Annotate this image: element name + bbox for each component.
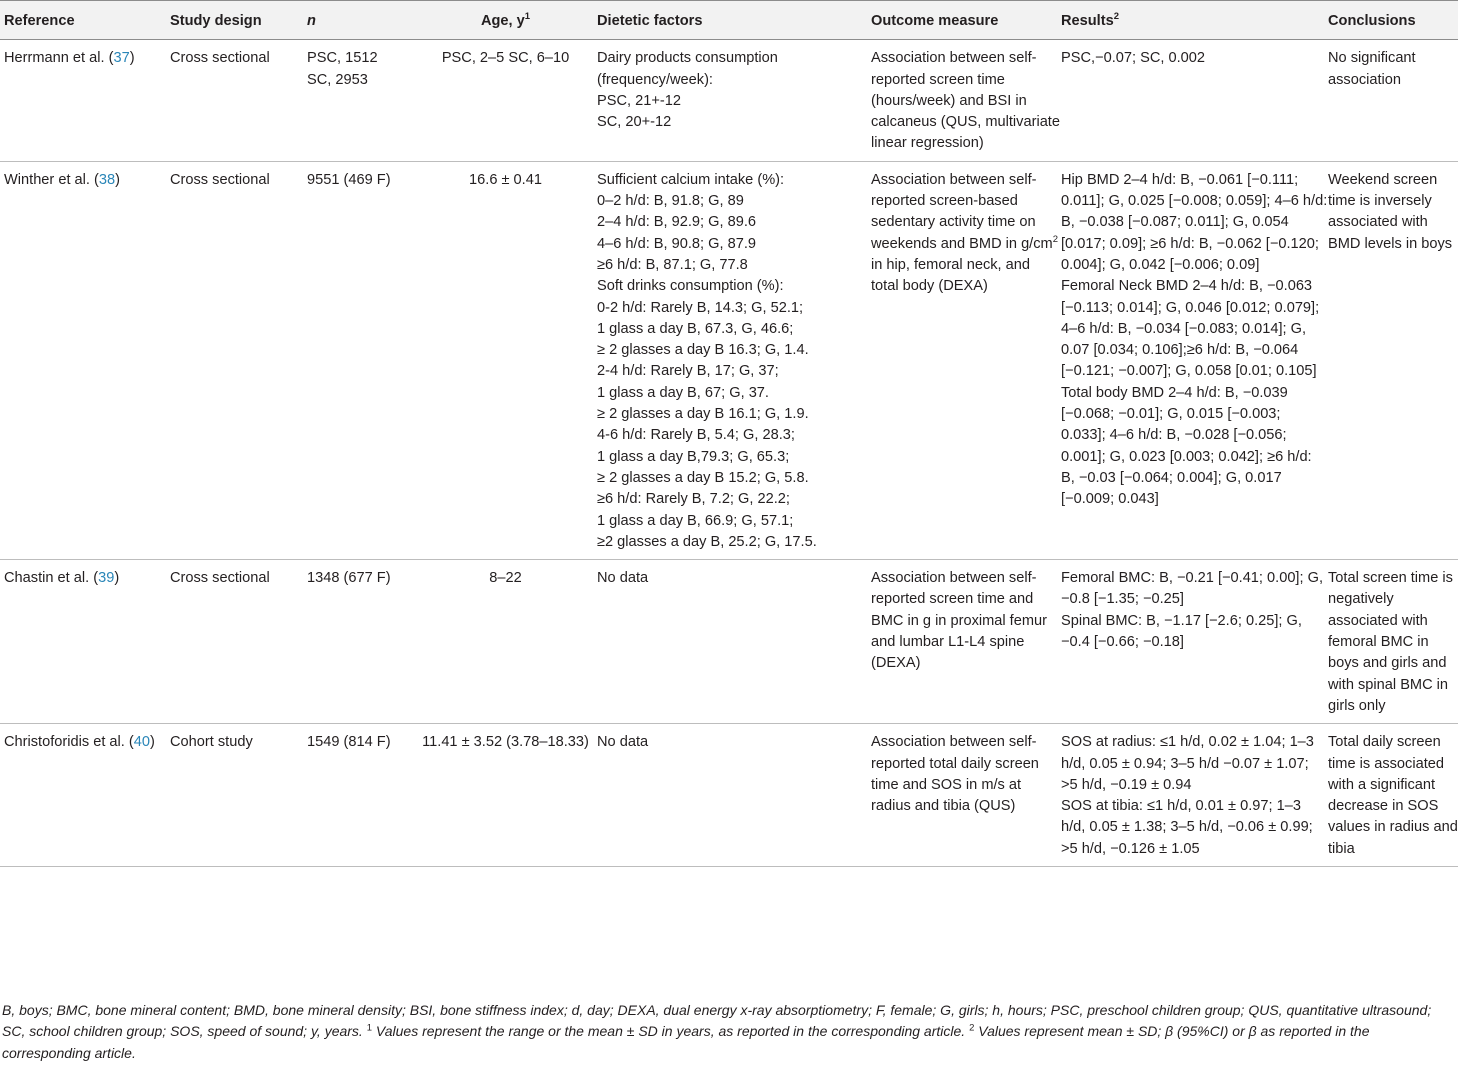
ref-text: Herrmann et al. ( — [4, 50, 114, 67]
footnote-note-2: Values represent mean ± SD; β (95%CI) or β as reported in the corresponding article. — [2, 1023, 1370, 1061]
cell-outcome: Association between self- reported total daily screen time and SOS in m/s at radius and tibia (QUS) — [871, 734, 1039, 815]
table-row — [0, 560, 1458, 724]
cell-age: PSC, 2–5 SC, 6–10 — [441, 50, 570, 67]
footnote-sup-1: 1 — [366, 1022, 373, 1034]
ref-text: Chastin et al. ( — [4, 570, 99, 587]
cell-age: 8–22 — [489, 570, 522, 587]
footnote-abbreviations: B, boys; BMC, bone mineral content; BMD, bone mineral density; BSI, bone stiffness index; d, day; DEXA, dual energy x-ray absorptiometry; F, female; G, girls; h, hours; PSC, preschool children group; QUS, quantitative ultrasound; SC, school children group; SOS, speed of sound; y, years. — [2, 1002, 1432, 1040]
cell-n: 1348 (677 F) — [307, 570, 391, 587]
header-row — [0, 1, 1458, 40]
table-row — [0, 161, 1458, 559]
ref-close: ) — [115, 171, 120, 188]
cell-study-design: Cohort study — [170, 734, 253, 751]
ref-text: Christoforidis et al. ( — [4, 734, 134, 751]
cell-n: PSC, 1512 SC, 2953 — [307, 50, 378, 88]
cell-study-design: Cross sectional — [170, 570, 270, 587]
ref-text: Winther et al. ( — [4, 171, 99, 188]
cell-dietetic: Dairy products consumption (frequency/week): PSC, 21+-12 SC, 20+-12 — [597, 50, 778, 131]
cell-n: 9551 (469 F) — [307, 171, 391, 188]
ref-close: ) — [114, 570, 120, 587]
header-reference: Reference — [0, 1, 170, 40]
header-study-design: Study design — [170, 1, 307, 40]
cell-results: Femoral BMC: B, −0.21 [−0.41; 0.00]; G, −0.8 [−1.35; −0.25] Spinal BMC: B, −1.17 [−2.6; 0.25]; G, −0.4 [−0.66; −0.18] — [1061, 570, 1324, 651]
cell-conclusions: Total daily screen time is associated with a significant decrease in SOS values in radius and tibia — [1328, 734, 1458, 857]
cell-results: SOS at radius: ≤1 h/d, 0.02 ± 1.04; 1–3 h/d, 0.05 ± 0.94; 3–5 h/d −0.07 ± 1.07; >5 h/d, −0.19 ± 0.94 SOS at tibia: ≤1 h/d, 0.01 ± 0.97; 1–3 h/d, 0.05 ± 1.38; 3–5 h/d, −0.06 ± 0.99; >5 h/d, −0.126 ± 1.05 — [1061, 734, 1314, 857]
citation-link[interactable]: 40 — [133, 734, 150, 751]
header-n-label: n — [307, 13, 316, 29]
cell-outcome: Association between self-reported screen time (hours/week) and BSI in calcaneus (QUS, multivariate linear regression) — [871, 50, 1060, 152]
header-age-label: Age, y — [480, 13, 525, 29]
table-row — [0, 40, 1458, 161]
cell-dietetic: Sufficient calcium intake (%): 0–2 h/d: B, 91.8; G, 89 2–4 h/d: B, 92.9; G, 89.6 4–6 h/d: B, 90.8; G, 87.9 ≥6 h/d: B, 87.1; G, 77.8 Soft drinks consumption (%): 0-2 h/d: Rarely B, 14.3; G, 52.1; 1 glass a day B, 67.3, G, 46.6; ≥ 2 glasses a day B 16.3; G, 1.4. 2-4 h/d: Rarely B, 17; G, 37; 1 glass a day B, 67; G, 37. ≥ 2 glasses a day B 16.1; G, 1.9. 4-6 h/d: Rarely B, 5.4; G, 28.3; 1 glass a day B,79.3; G, 65.3; ≥ 2 glasses a day B 15.2; G, 5.8. ≥6 h/d: Rarely B, 7.2; G, 22.2; 1 glass a day B, 66.9; G, 57.1; ≥2 glasses a day B, 25.2; G, 17.5. — [597, 171, 817, 550]
header-results — [1061, 1, 1328, 40]
cell-reference — [0, 161, 170, 559]
cell-study-design: Cross sectional — [170, 50, 270, 67]
header-results-sup: 2 — [1113, 11, 1120, 23]
header-conclusions: Conclusions — [1328, 1, 1458, 40]
header-age-sup: 1 — [524, 11, 531, 23]
outcome-text: Association between self-reported screen-based sedentary activity time on weekends and BMD in g/cm — [871, 171, 1053, 252]
cell-outcome: Association between self-reported screen time and BMC in g in proximal femur and lumbar L1-L4 spine (DEXA) — [871, 570, 1047, 672]
cell-n: 1549 (814 F) — [307, 734, 391, 751]
cell-reference — [0, 724, 170, 867]
cell-reference — [0, 560, 170, 724]
header-results-label: Results — [1061, 13, 1114, 29]
cell-age: 16.6 ± 0.41 — [469, 171, 542, 188]
cell-results: PSC,−0.07; SC, 0.002 — [1061, 50, 1205, 67]
cell-dietetic: No data — [597, 570, 649, 587]
citation-link[interactable]: 39 — [98, 570, 115, 587]
table-row — [0, 724, 1458, 867]
outcome-sup: 2 — [1052, 233, 1058, 245]
ref-close: ) — [129, 50, 135, 67]
header-n — [307, 1, 414, 40]
ref-close: ) — [150, 734, 155, 751]
header-outcome: Outcome measure — [871, 1, 1061, 40]
cell-reference — [0, 40, 170, 161]
cell-study-design: Cross sectional — [170, 171, 270, 188]
citation-link[interactable]: 38 — [98, 171, 116, 188]
footnote-note-1: Values represent the range or the mean ± SD in years, as reported in the corresponding article. — [372, 1023, 970, 1040]
header-age — [414, 1, 597, 40]
cell-age: 11.41 ± 3.52 (3.78–18.33) — [422, 734, 589, 751]
table-footnote — [2, 1000, 1456, 1064]
cell-outcome — [871, 161, 1061, 559]
citation-link[interactable]: 37 — [113, 50, 130, 67]
outcome-text-end: in hip, femoral neck, and total body (DEXA) — [871, 256, 1030, 295]
cell-conclusions: Weekend screen time is inversely associated with BMD levels in boys — [1328, 171, 1453, 252]
footnote-sup-2: 2 — [969, 1022, 975, 1034]
header-dietetic: Dietetic factors — [597, 1, 871, 40]
cell-conclusions: Total screen time is negatively associated with femoral BMC in boys and girls and with spinal BMC in girls only — [1328, 570, 1453, 714]
cell-dietetic: No data — [597, 734, 649, 751]
cell-results: Hip BMD 2–4 h/d: B, −0.061 [−0.111; 0.011]; G, 0.025 [−0.008; 0.059]; 4–6 h/d: B, −0.038 [−0.087; 0.011]; G, 0.054 [0.017; 0.09]; ≥6 h/d: B, −0.062 [−0.120; 0.004]; G, 0.042 [−0.006; 0.09] Femoral Neck BMD 2–4 h/d: B, −0.063 [−0.113; 0.014]; G, 0.046 [0.012; 0.079]; 4–6 h/d: B, −0.034 [−0.083; 0.014]; G, 0.07 [0.034; 0.106];≥6 h/d: B, −0.064 [−0.121; −0.007]; G, 0.058 [0.01; 0.105] Total body BMD 2–4 h/d: B, −0.039 [−0.068; −0.01]; G, 0.015 [−0.003; 0.033]; 4–6 h/d: B, −0.028 [−0.056; 0.001]; G, 0.023 [0.003; 0.042]; ≥6 h/d: B, −0.03 [−0.064; 0.004]; G, 0.017 [−0.009; 0.043] — [1061, 171, 1328, 508]
cell-conclusions: No significant association — [1328, 50, 1416, 88]
